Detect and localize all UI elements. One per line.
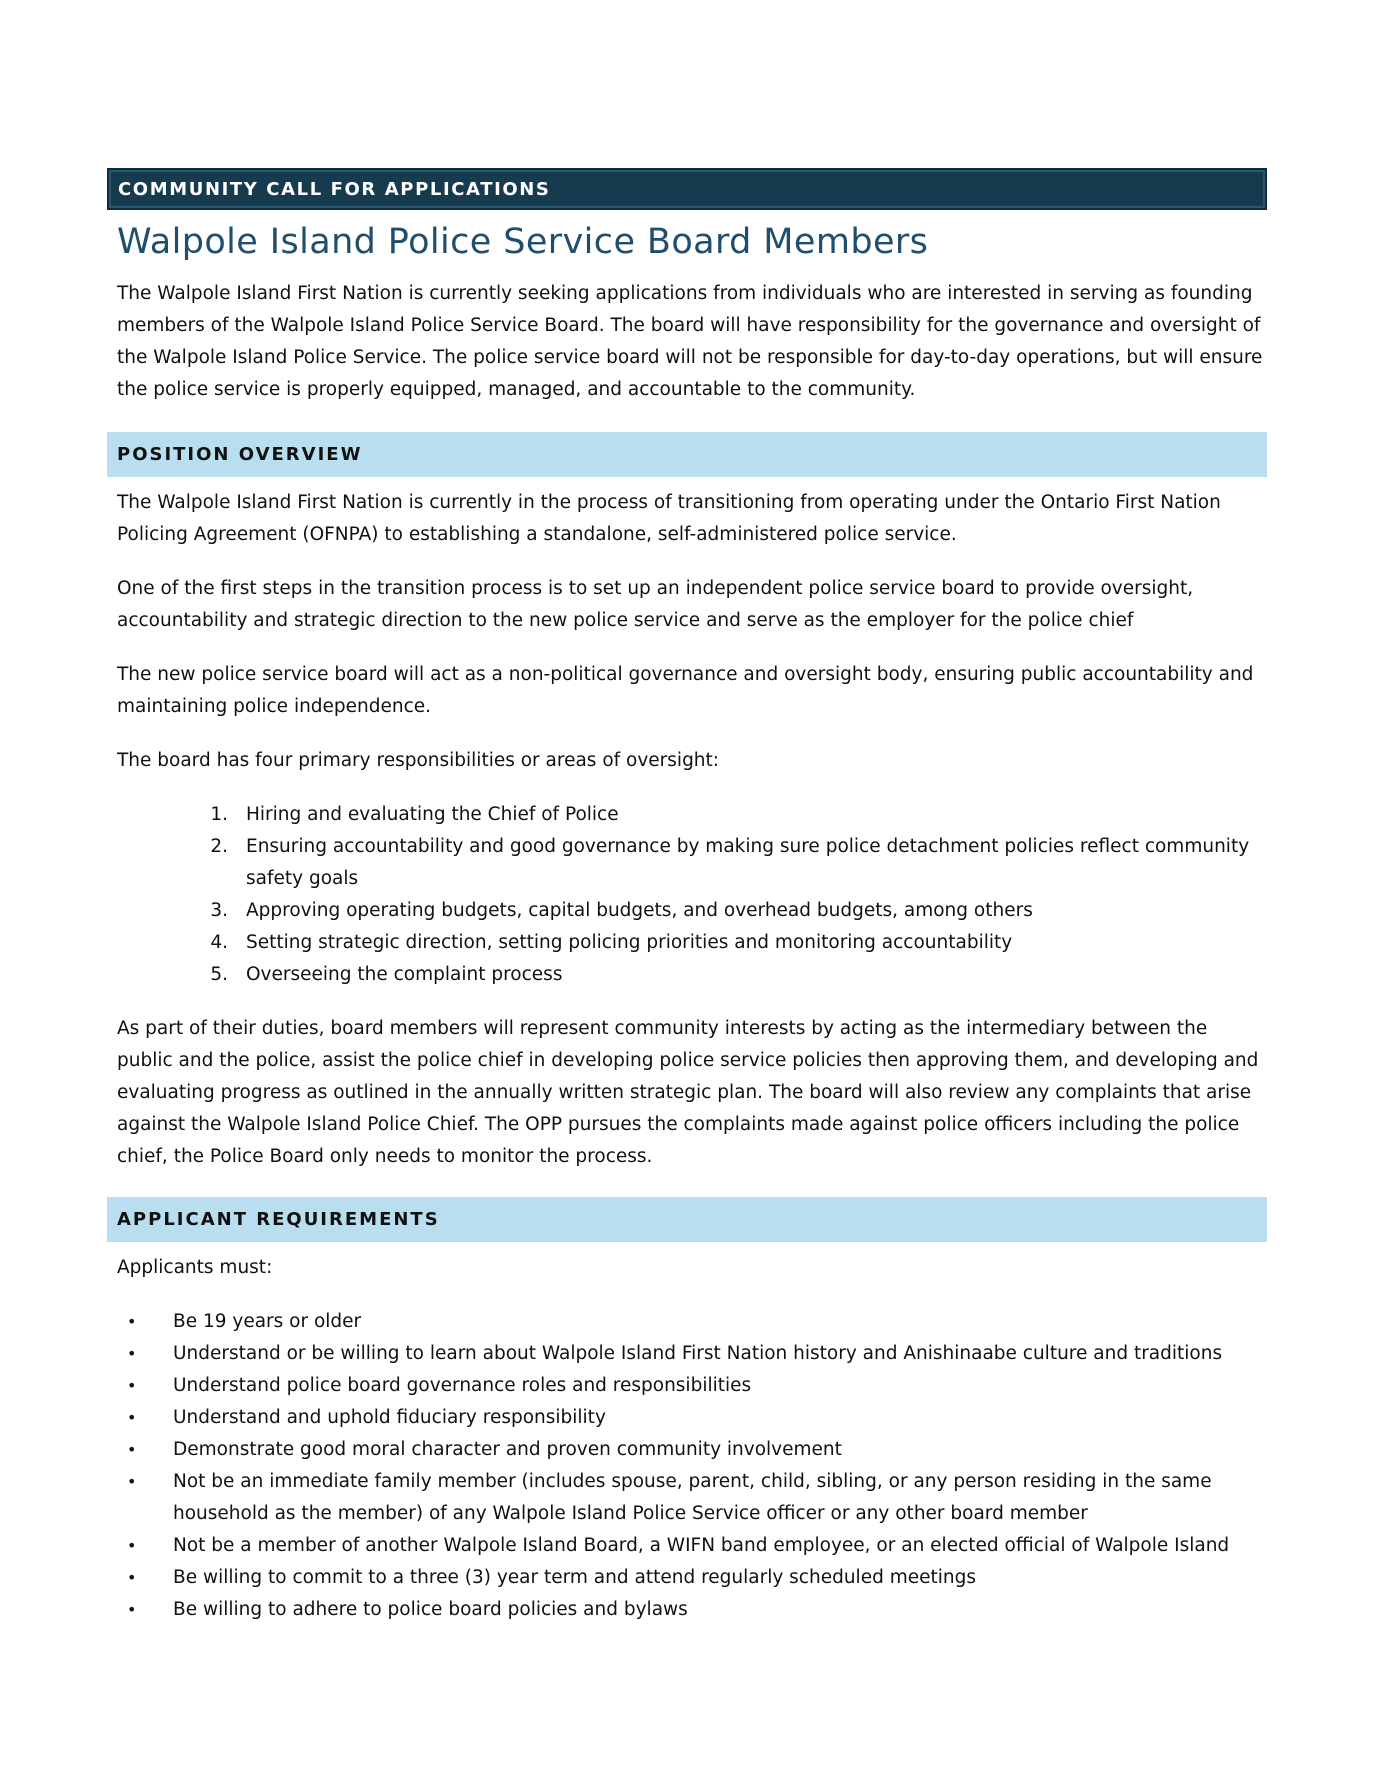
list-item [127,1594,1267,1626]
list-number: 1. [210,804,228,825]
list-item-text: Understand and uphold fiduciary responsibility [173,1407,606,1428]
list-number: 4. [210,932,228,953]
bullet-icon: • [127,1440,137,1459]
page-title: Walpole Island Police Service Board Members [117,222,929,262]
list-number: 2. [210,836,228,857]
overview-paragraph: One of the first steps in the transition process is to set up an independent police service board to provide oversight, accountability and strategic direction to the new police service and serve as the employer for the police chief [117,578,1194,631]
list-item-text: Overseeing the complaint process [246,964,563,985]
bullet-icon: • [127,1472,137,1491]
bullet-icon: • [127,1408,137,1427]
list-item [127,1338,1267,1370]
applicant-requirements-heading: APPLICANT REQUIREMENTS [117,1209,440,1230]
responsibilities-list [107,799,1267,991]
list-item [127,1306,1267,1338]
list-number: 3. [210,900,228,921]
list-item-text: Be 19 years or older [173,1311,362,1332]
document-page [107,168,1267,1626]
banner-label: COMMUNITY CALL FOR APPLICATIONS [118,178,551,200]
overview-paragraph: The new police service board will act as a non-political governance and oversight body, ensuring public accountability and maintaining police independence. [117,664,1254,717]
applicant-requirements-header [107,1197,1267,1242]
list-item-text: Understand police board governance roles and responsibilities [173,1375,752,1396]
list-item [127,1402,1267,1434]
list-item-text: Be willing to commit to a three (3) year term and attend regularly scheduled meetings [173,1567,976,1588]
duties-paragraph: As part of their duties, board members will represent community interests by acting as the intermediary between the public and the police, assist the police chief in developing police service policies then approving them, and developing and evaluating progress as outlined in the annually written strategic plan. The board will also review any complaints that arise against the Walpole Island Police Chief. The OPP pursues the complaints made against police officers including the police chief, the Police Board only needs to monitor the process. [117,1018,1259,1167]
position-overview-heading: POSITION OVERVIEW [117,444,363,465]
list-item-text: Demonstrate good moral character and proven community involvement [173,1439,842,1460]
call-for-applications-banner [107,168,1267,210]
list-item [197,959,1267,991]
list-item [127,1370,1267,1402]
list-item-text: Hiring and evaluating the Chief of Police [246,804,619,825]
requirements-lead: Applicants must: [117,1257,273,1278]
bullet-icon: • [127,1344,137,1363]
list-item-text: Not be a member of another Walpole Island Board, a WIFN band employee, or an elected official of Walpole Island [173,1535,1230,1556]
requirements-list [107,1306,1267,1626]
list-item-text: Ensuring accountability and good governance by making sure police detachment policies reflect community safety goals [246,836,1250,889]
list-item [197,799,1267,831]
list-item [127,1530,1267,1562]
bullet-icon: • [127,1536,137,1555]
intro-paragraph: The Walpole Island First Nation is currently seeking applications from individuals who are interested in serving as founding members of the Walpole Island Police Service Board. The board will have responsibility for the governance and oversight of the Walpole Island Police Service. The police service board will not be responsible for day-to-day operations, but will ensure the police service is properly equipped, managed, and accountable to the community. [117,283,1263,400]
overview-paragraph: The Walpole Island First Nation is currently in the process of transitioning from operating under the Ontario First Nation Policing Agreement (OFNPA) to establishing a standalone, self-administered police service. [117,492,1221,545]
overview-paragraph: The board has four primary responsibilities or areas of oversight: [117,750,720,771]
bullet-icon: • [127,1600,137,1619]
list-item-text: Understand or be willing to learn about Walpole Island First Nation history and Anishinaabe culture and traditions [173,1343,1223,1364]
list-item-text: Setting strategic direction, setting policing priorities and monitoring accountability [246,932,1013,953]
list-item [127,1434,1267,1466]
list-item [127,1466,1267,1530]
list-item [127,1562,1267,1594]
list-item [197,927,1267,959]
position-overview-header [107,432,1267,477]
list-number: 5. [210,964,228,985]
list-item [197,831,1267,895]
bullet-icon: • [127,1376,137,1395]
list-item-text: Approving operating budgets, capital budgets, and overhead budgets, among others [246,900,1033,921]
list-item-text: Be willing to adhere to police board policies and bylaws [173,1599,688,1620]
list-item [197,895,1267,927]
list-item-text: Not be an immediate family member (includes spouse, parent, child, sibling, or any person residing in the same household as the member) of any Walpole Island Police Service officer or any other board member [173,1471,1212,1524]
bullet-icon: • [127,1312,137,1331]
bullet-icon: • [127,1568,137,1587]
